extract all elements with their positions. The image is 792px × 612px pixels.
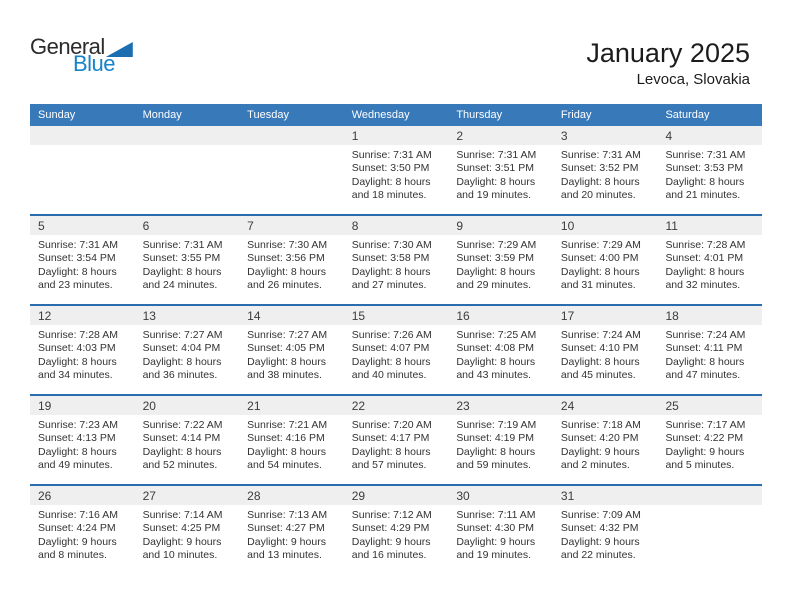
day-cell-23: [448, 396, 553, 484]
sunrise-text: Sunrise: 7:29 AM: [560, 239, 641, 251]
sunset-text: Sunset: 4:13 PM: [38, 432, 116, 445]
day-details: [239, 505, 344, 563]
day-details: [553, 415, 658, 473]
sunset-text: Sunset: 4:11 PM: [665, 342, 743, 355]
day-number: 2: [448, 126, 553, 145]
day-number: 8: [344, 216, 449, 235]
sunset-text: Sunset: 4:04 PM: [142, 342, 221, 355]
day-number: [657, 486, 762, 505]
day-details: [135, 235, 240, 293]
day-details: [135, 505, 240, 563]
calendar: [30, 104, 762, 574]
day-details: [344, 235, 449, 293]
day-number: 4: [657, 126, 762, 145]
day-details: [657, 325, 762, 383]
sunset-text: Sunset: 4:32 PM: [560, 522, 639, 535]
sunrise-text: Sunrise: 7:28 AM: [665, 239, 746, 251]
weekday-header-monday: Monday: [142, 109, 182, 121]
week-row-4: [30, 394, 762, 484]
week-row-1: [30, 126, 762, 214]
sunrise-text: Sunrise: 7:14 AM: [142, 509, 223, 521]
day-cell-19: [30, 396, 135, 484]
day-details: [135, 415, 240, 473]
sunrise-text: Sunrise: 7:29 AM: [456, 239, 537, 251]
weekday-header-friday: Friday: [560, 109, 592, 121]
empty-day-cell: [239, 126, 344, 214]
weekday-header-tuesday: Tuesday: [247, 109, 289, 121]
week-row-2: [30, 214, 762, 304]
sunrise-text: Sunrise: 7:30 AM: [247, 239, 328, 251]
day-details: [30, 325, 135, 383]
day-number: 3: [553, 126, 658, 145]
sunset-text: Sunset: 4:10 PM: [560, 342, 639, 355]
sunrise-text: Sunrise: 7:13 AM: [247, 509, 328, 521]
daylight-text: Daylight: 8 hours and 59 minutes.: [456, 445, 536, 472]
weekday-header-saturday: Saturday: [665, 109, 710, 121]
day-details: [135, 325, 240, 383]
day-cell-21: [239, 396, 344, 484]
daylight-text: Daylight: 8 hours and 40 minutes.: [351, 355, 431, 382]
day-cell-5: [30, 216, 135, 304]
day-details: [553, 145, 658, 203]
weekday-header-sunday: Sunday: [38, 109, 76, 121]
day-cell-27: [135, 486, 240, 574]
day-cell-24: [553, 396, 658, 484]
day-number: 30: [448, 486, 553, 505]
day-number: 7: [239, 216, 344, 235]
day-details: [448, 145, 553, 203]
page-title: January 2025: [586, 38, 750, 68]
sunrise-text: Sunrise: 7:31 AM: [560, 149, 641, 161]
day-cell-26: [30, 486, 135, 574]
day-details: [344, 415, 449, 473]
day-number: 10: [553, 216, 658, 235]
day-number: 25: [657, 396, 762, 415]
day-cell-14: [239, 306, 344, 394]
daylight-text: Daylight: 9 hours and 8 minutes.: [38, 535, 117, 562]
day-number: [239, 126, 344, 145]
day-number: 14: [239, 306, 344, 325]
sunset-text: Sunset: 3:56 PM: [247, 252, 325, 265]
day-details: [30, 235, 135, 293]
daylight-text: Daylight: 8 hours and 54 minutes.: [247, 445, 326, 472]
day-number: 12: [30, 306, 135, 325]
day-details: [239, 415, 344, 473]
day-cell-8: [344, 216, 449, 304]
day-number: 28: [239, 486, 344, 505]
sunrise-text: Sunrise: 7:12 AM: [351, 509, 432, 521]
daylight-text: Daylight: 9 hours and 2 minutes.: [560, 445, 640, 472]
day-number: 20: [135, 396, 240, 415]
day-details: [553, 505, 658, 563]
sunset-text: Sunset: 3:54 PM: [38, 252, 116, 265]
sunrise-text: Sunrise: 7:31 AM: [38, 239, 118, 251]
sunrise-text: Sunrise: 7:31 AM: [456, 149, 537, 161]
sunrise-text: Sunrise: 7:22 AM: [142, 419, 223, 431]
sunrise-text: Sunrise: 7:25 AM: [456, 329, 537, 341]
day-cell-3: [553, 126, 658, 214]
daylight-text: Daylight: 8 hours and 52 minutes.: [142, 445, 222, 472]
day-number: 21: [239, 396, 344, 415]
daylight-text: Daylight: 8 hours and 29 minutes.: [456, 265, 536, 292]
daylight-text: Daylight: 8 hours and 36 minutes.: [142, 355, 222, 382]
sunset-text: Sunset: 3:50 PM: [351, 162, 430, 175]
daylight-text: Daylight: 8 hours and 21 minutes.: [665, 175, 745, 202]
sunrise-text: Sunrise: 7:18 AM: [560, 419, 641, 431]
daylight-text: Daylight: 8 hours and 19 minutes.: [456, 175, 536, 202]
sunset-text: Sunset: 4:22 PM: [665, 432, 744, 445]
daylight-text: Daylight: 8 hours and 34 minutes.: [38, 355, 117, 382]
daylight-text: Daylight: 9 hours and 19 minutes.: [456, 535, 536, 562]
day-cell-10: [553, 216, 658, 304]
day-number: 16: [448, 306, 553, 325]
sunrise-text: Sunrise: 7:26 AM: [351, 329, 432, 341]
daylight-text: Daylight: 8 hours and 24 minutes.: [142, 265, 222, 292]
day-number: 23: [448, 396, 553, 415]
calendar-weeks: [30, 126, 762, 574]
sunrise-text: Sunrise: 7:27 AM: [247, 329, 328, 341]
day-details: [553, 325, 658, 383]
sunset-text: Sunset: 4:25 PM: [142, 522, 221, 535]
sunset-text: Sunset: 3:55 PM: [142, 252, 221, 265]
day-number: 19: [30, 396, 135, 415]
day-cell-13: [135, 306, 240, 394]
day-details: [344, 325, 449, 383]
day-cell-29: [344, 486, 449, 574]
day-details: [30, 505, 135, 563]
day-cell-31: [553, 486, 658, 574]
day-cell-2: [448, 126, 553, 214]
day-cell-4: [657, 126, 762, 214]
day-details: [448, 325, 553, 383]
day-cell-9: [448, 216, 553, 304]
day-details: [239, 235, 344, 293]
sunrise-text: Sunrise: 7:20 AM: [351, 419, 432, 431]
day-cell-11: [657, 216, 762, 304]
day-details: [657, 415, 762, 473]
sunrise-text: Sunrise: 7:31 AM: [665, 149, 746, 161]
sunset-text: Sunset: 4:08 PM: [456, 342, 534, 355]
daylight-text: Daylight: 9 hours and 13 minutes.: [247, 535, 326, 562]
sunset-text: Sunset: 4:05 PM: [247, 342, 325, 355]
sunrise-text: Sunrise: 7:24 AM: [665, 329, 746, 341]
day-number: [30, 126, 135, 145]
sunrise-text: Sunrise: 7:16 AM: [38, 509, 118, 521]
week-row-5: [30, 484, 762, 574]
sunset-text: Sunset: 4:03 PM: [38, 342, 116, 355]
day-details: [657, 145, 762, 203]
day-cell-15: [344, 306, 449, 394]
sunset-text: Sunset: 4:00 PM: [560, 252, 639, 265]
day-number: 13: [135, 306, 240, 325]
day-details: [448, 235, 553, 293]
daylight-text: Daylight: 9 hours and 22 minutes.: [560, 535, 640, 562]
day-details: [344, 145, 449, 203]
day-number: [135, 126, 240, 145]
day-number: 27: [135, 486, 240, 505]
day-details: [448, 505, 553, 563]
daylight-text: Daylight: 8 hours and 32 minutes.: [665, 265, 745, 292]
sunset-text: Sunset: 3:52 PM: [560, 162, 639, 175]
day-cell-16: [448, 306, 553, 394]
sunset-text: Sunset: 4:19 PM: [456, 432, 534, 445]
logo-text-blue: Blue: [73, 51, 116, 76]
day-cell-20: [135, 396, 240, 484]
sunrise-text: Sunrise: 7:19 AM: [456, 419, 537, 431]
empty-day-cell: [657, 486, 762, 574]
daylight-text: Daylight: 9 hours and 10 minutes.: [142, 535, 222, 562]
logo-triangle-icon: [106, 42, 133, 57]
daylight-text: Daylight: 8 hours and 31 minutes.: [560, 265, 640, 292]
daylight-text: Daylight: 8 hours and 45 minutes.: [560, 355, 640, 382]
day-number: 18: [657, 306, 762, 325]
sunset-text: Sunset: 4:17 PM: [351, 432, 430, 445]
weekday-header-row: [30, 104, 762, 126]
day-details: [30, 415, 135, 473]
sunrise-text: Sunrise: 7:27 AM: [142, 329, 223, 341]
sunset-text: Sunset: 3:53 PM: [665, 162, 744, 175]
sunset-text: Sunset: 4:01 PM: [665, 252, 744, 265]
day-number: 29: [344, 486, 449, 505]
sunset-text: Sunset: 3:59 PM: [456, 252, 534, 265]
day-number: 31: [553, 486, 658, 505]
daylight-text: Daylight: 8 hours and 43 minutes.: [456, 355, 536, 382]
day-number: 26: [30, 486, 135, 505]
day-cell-1: [344, 126, 449, 214]
empty-day-cell: [135, 126, 240, 214]
sunrise-text: Sunrise: 7:31 AM: [351, 149, 432, 161]
day-number: 22: [344, 396, 449, 415]
logo-text-general: General: [30, 34, 105, 59]
daylight-text: Daylight: 8 hours and 57 minutes.: [351, 445, 431, 472]
title-block: [586, 38, 750, 92]
day-details: [239, 325, 344, 383]
sunset-text: Sunset: 4:30 PM: [456, 522, 534, 535]
daylight-text: Daylight: 8 hours and 27 minutes.: [351, 265, 431, 292]
general-blue-logo: [30, 36, 160, 74]
sunrise-text: Sunrise: 7:24 AM: [560, 329, 641, 341]
sunrise-text: Sunrise: 7:23 AM: [38, 419, 118, 431]
day-cell-7: [239, 216, 344, 304]
daylight-text: Daylight: 8 hours and 23 minutes.: [38, 265, 117, 292]
sunset-text: Sunset: 4:07 PM: [351, 342, 430, 355]
day-details: [657, 235, 762, 293]
day-number: 6: [135, 216, 240, 235]
day-cell-22: [344, 396, 449, 484]
day-cell-28: [239, 486, 344, 574]
week-row-3: [30, 304, 762, 394]
day-number: 1: [344, 126, 449, 145]
sunrise-text: Sunrise: 7:31 AM: [142, 239, 223, 251]
day-number: 17: [553, 306, 658, 325]
day-number: 9: [448, 216, 553, 235]
sunset-text: Sunset: 4:20 PM: [560, 432, 639, 445]
day-cell-18: [657, 306, 762, 394]
day-cell-30: [448, 486, 553, 574]
sunrise-text: Sunrise: 7:09 AM: [560, 509, 641, 521]
sunrise-text: Sunrise: 7:17 AM: [665, 419, 746, 431]
day-cell-12: [30, 306, 135, 394]
daylight-text: Daylight: 9 hours and 16 minutes.: [351, 535, 431, 562]
day-number: 11: [657, 216, 762, 235]
daylight-text: Daylight: 8 hours and 20 minutes.: [560, 175, 640, 202]
day-cell-6: [135, 216, 240, 304]
daylight-text: Daylight: 9 hours and 5 minutes.: [665, 445, 745, 472]
daylight-text: Daylight: 8 hours and 38 minutes.: [247, 355, 326, 382]
day-details: [448, 415, 553, 473]
weekday-header-wednesday: Wednesday: [351, 109, 410, 121]
location-subtitle: Levoca, Slovakia: [636, 71, 750, 88]
sunset-text: Sunset: 4:27 PM: [247, 522, 325, 535]
sunset-text: Sunset: 3:58 PM: [351, 252, 430, 265]
daylight-text: Daylight: 8 hours and 47 minutes.: [665, 355, 745, 382]
day-details: [344, 505, 449, 563]
day-number: 24: [553, 396, 658, 415]
day-cell-25: [657, 396, 762, 484]
sunset-text: Sunset: 4:14 PM: [142, 432, 221, 445]
day-number: 5: [30, 216, 135, 235]
sunset-text: Sunset: 4:24 PM: [38, 522, 116, 535]
empty-day-cell: [30, 126, 135, 214]
day-cell-17: [553, 306, 658, 394]
sunset-text: Sunset: 4:16 PM: [247, 432, 325, 445]
sunset-text: Sunset: 3:51 PM: [456, 162, 534, 175]
sunrise-text: Sunrise: 7:11 AM: [456, 509, 536, 521]
daylight-text: Daylight: 8 hours and 18 minutes.: [351, 175, 431, 202]
day-number: 15: [344, 306, 449, 325]
day-details: [553, 235, 658, 293]
daylight-text: Daylight: 8 hours and 26 minutes.: [247, 265, 326, 292]
sunrise-text: Sunrise: 7:28 AM: [38, 329, 118, 341]
weekday-header-thursday: Thursday: [456, 109, 503, 121]
sunrise-text: Sunrise: 7:21 AM: [247, 419, 328, 431]
sunset-text: Sunset: 4:29 PM: [351, 522, 430, 535]
sunrise-text: Sunrise: 7:30 AM: [351, 239, 432, 251]
daylight-text: Daylight: 8 hours and 49 minutes.: [38, 445, 117, 472]
